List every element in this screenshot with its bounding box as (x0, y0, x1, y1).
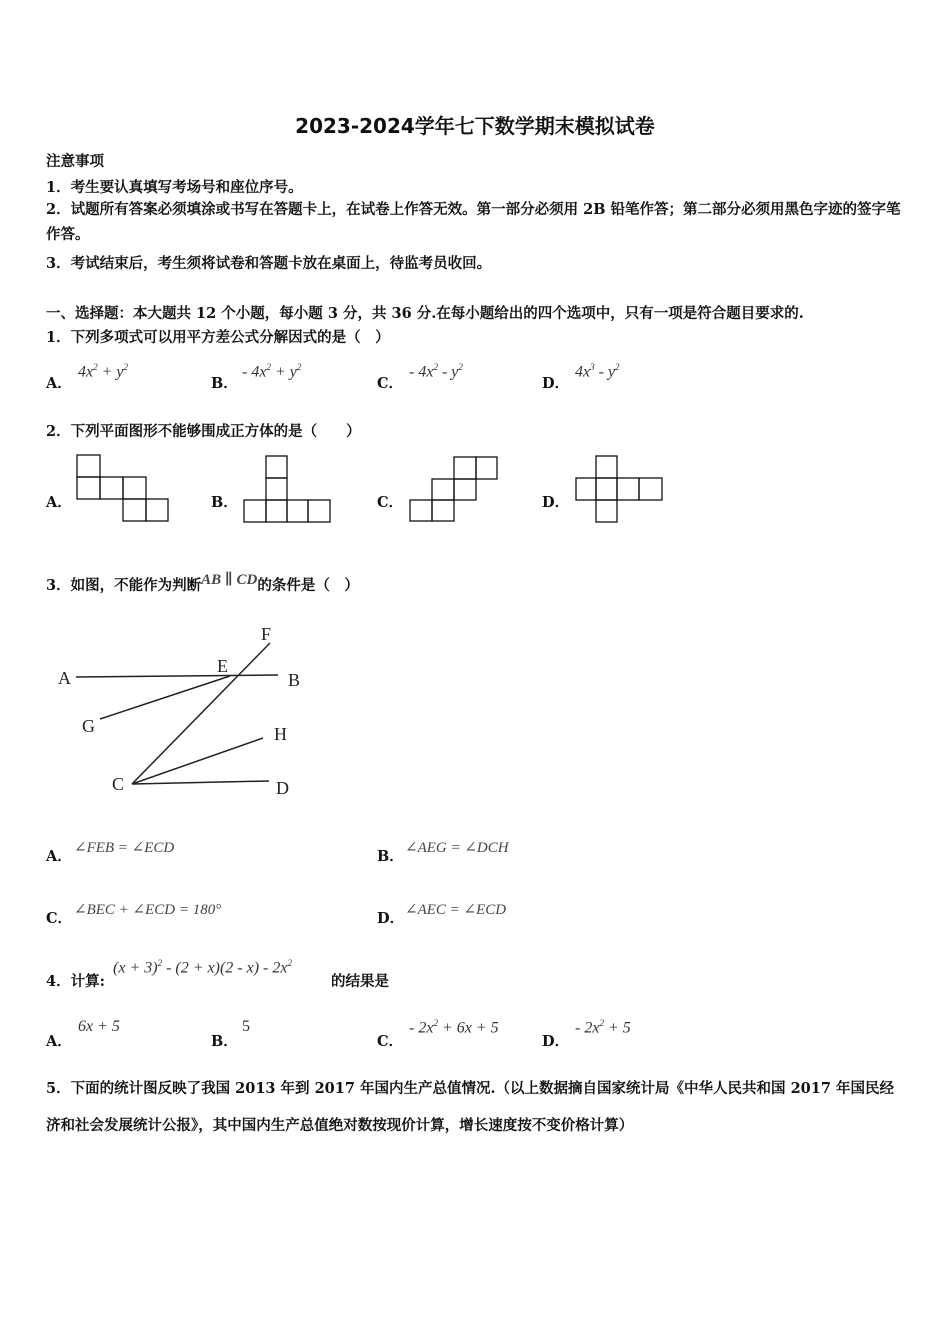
q2-option-a-label: A． (46, 494, 72, 511)
label-c: C (112, 774, 125, 794)
label-f: F (261, 624, 272, 644)
q4-option-a-label: A． (46, 1033, 72, 1050)
question-1-stem: 1．下列多项式可以用平方差公式分解因式的是（ ） (46, 329, 390, 346)
question-2-stem: 2．下列平面图形不能够围成正方体的是（ ） (46, 423, 361, 440)
notice-heading: 注意事项 (46, 153, 104, 170)
question-5-stem: 5．下面的统计图反映了我国 2013 年到 2017 年国内生产总值情况.（以上数据摘自国家统计局《中华人民共和国 2017 年国民经济和社会发展统计公报》，其中国内生产总值绝对数按现价计算，增长速度按不变价格计算） (46, 1080, 894, 1134)
line-ab (76, 675, 278, 677)
q4-option-d-label: D． (542, 1033, 570, 1050)
line-eg (100, 676, 230, 719)
question-3-stem (46, 574, 359, 595)
q3-stem-prefix: 3．如图，不能作为判断 (46, 577, 202, 594)
label-g: G (82, 716, 95, 736)
q3-stem-suffix: 的条件是（ ） (257, 577, 359, 594)
q1-option-b-label: B． (211, 375, 238, 392)
q3-option-c-label: C． (46, 910, 73, 927)
line-ch (132, 738, 263, 784)
q3-option-d-label: D． (377, 910, 405, 927)
label-a: A (58, 668, 71, 688)
q4-stem-prefix: 4．计算: (46, 973, 105, 990)
notice-item-3: 3．考试结束后，考生须将试卷和答题卡放在桌面上，待监考员收回。 (46, 255, 492, 272)
q3-option-b-label: B． (377, 848, 404, 865)
q4-stem-suffix: 的结果是 (331, 973, 389, 990)
q3-option-a-expr: ∠FEB = ∠ECD (74, 840, 175, 856)
q2-net-c (410, 457, 497, 521)
section-heading: 一、选择题：本大题共 12 个小题，每小题 3 分，共 36 分.在每小题给出的四个选项中，只有一项是符合题目要求的. (46, 305, 804, 322)
q2-net-b (244, 456, 330, 522)
q4-option-a-expr: 6x + 5 (78, 1018, 120, 1035)
q4-option-c-label: C． (377, 1033, 404, 1050)
q3-option-a-label: A． (46, 848, 72, 865)
line-cd (132, 781, 269, 784)
q3-option-d-expr: ∠AEC = ∠ECD (405, 902, 507, 918)
q4-stem-math: $(x + 3)^2 - (2 + x)(2 - x) - 2x^2$ (113, 958, 292, 977)
q1-option-c-label: C． (377, 375, 404, 392)
q4-option-b-label: B． (211, 1033, 238, 1050)
q2-option-d-label: D． (542, 494, 570, 511)
q4-option-c-expr: - $2x^2 + 6x + 5$ (409, 1018, 499, 1037)
q3-figure (40, 610, 330, 810)
q1-option-b-expr: - $4x^2 + y^2$ (242, 362, 302, 381)
q1-option-c-expr: - $4x^2 - y^2$ (409, 362, 463, 381)
label-d: D (276, 778, 289, 798)
q1-option-a-label: A． (46, 375, 72, 392)
q3-option-b-expr: ∠AEG = ∠DCH (405, 840, 509, 856)
q2-net-a (77, 455, 168, 521)
q1-option-a-expr: $4x^2 + y^2$ (78, 362, 129, 381)
q1-option-d-expr: $4x^3 - y^2$ (575, 362, 620, 381)
label-b: B (288, 670, 301, 690)
page-title: 2023-2024学年七下数学期末模拟试卷 (295, 114, 655, 138)
notice-item-1: 1．考生要认真填写考场号和座位序号。 (46, 179, 303, 196)
notice-item-2: 2．试题所有答案必须填涂或书写在答题卡上，在试卷上作答无效。第一部分必须用 2B 铅笔作答；第二部分必须用黑色字迹的签字笔作答。 (46, 201, 901, 243)
label-h: H (274, 724, 287, 744)
q2-cube-nets (0, 0, 950, 540)
q2-option-c-label: C． (377, 494, 404, 511)
q3-option-c-expr: ∠BEC + ∠ECD = 180° (74, 902, 222, 918)
label-e: E (217, 656, 228, 676)
q1-option-d-label: D． (542, 375, 570, 392)
q2-option-b-label: B． (211, 494, 238, 511)
q4-option-d-expr: - $2x^2 + 5$ (575, 1018, 631, 1037)
line-ce-f (132, 643, 270, 784)
q4-option-b-expr: 5 (242, 1018, 250, 1035)
q3-stem-math: AB ∥ CD (201, 572, 258, 588)
q2-net-d (576, 456, 662, 522)
